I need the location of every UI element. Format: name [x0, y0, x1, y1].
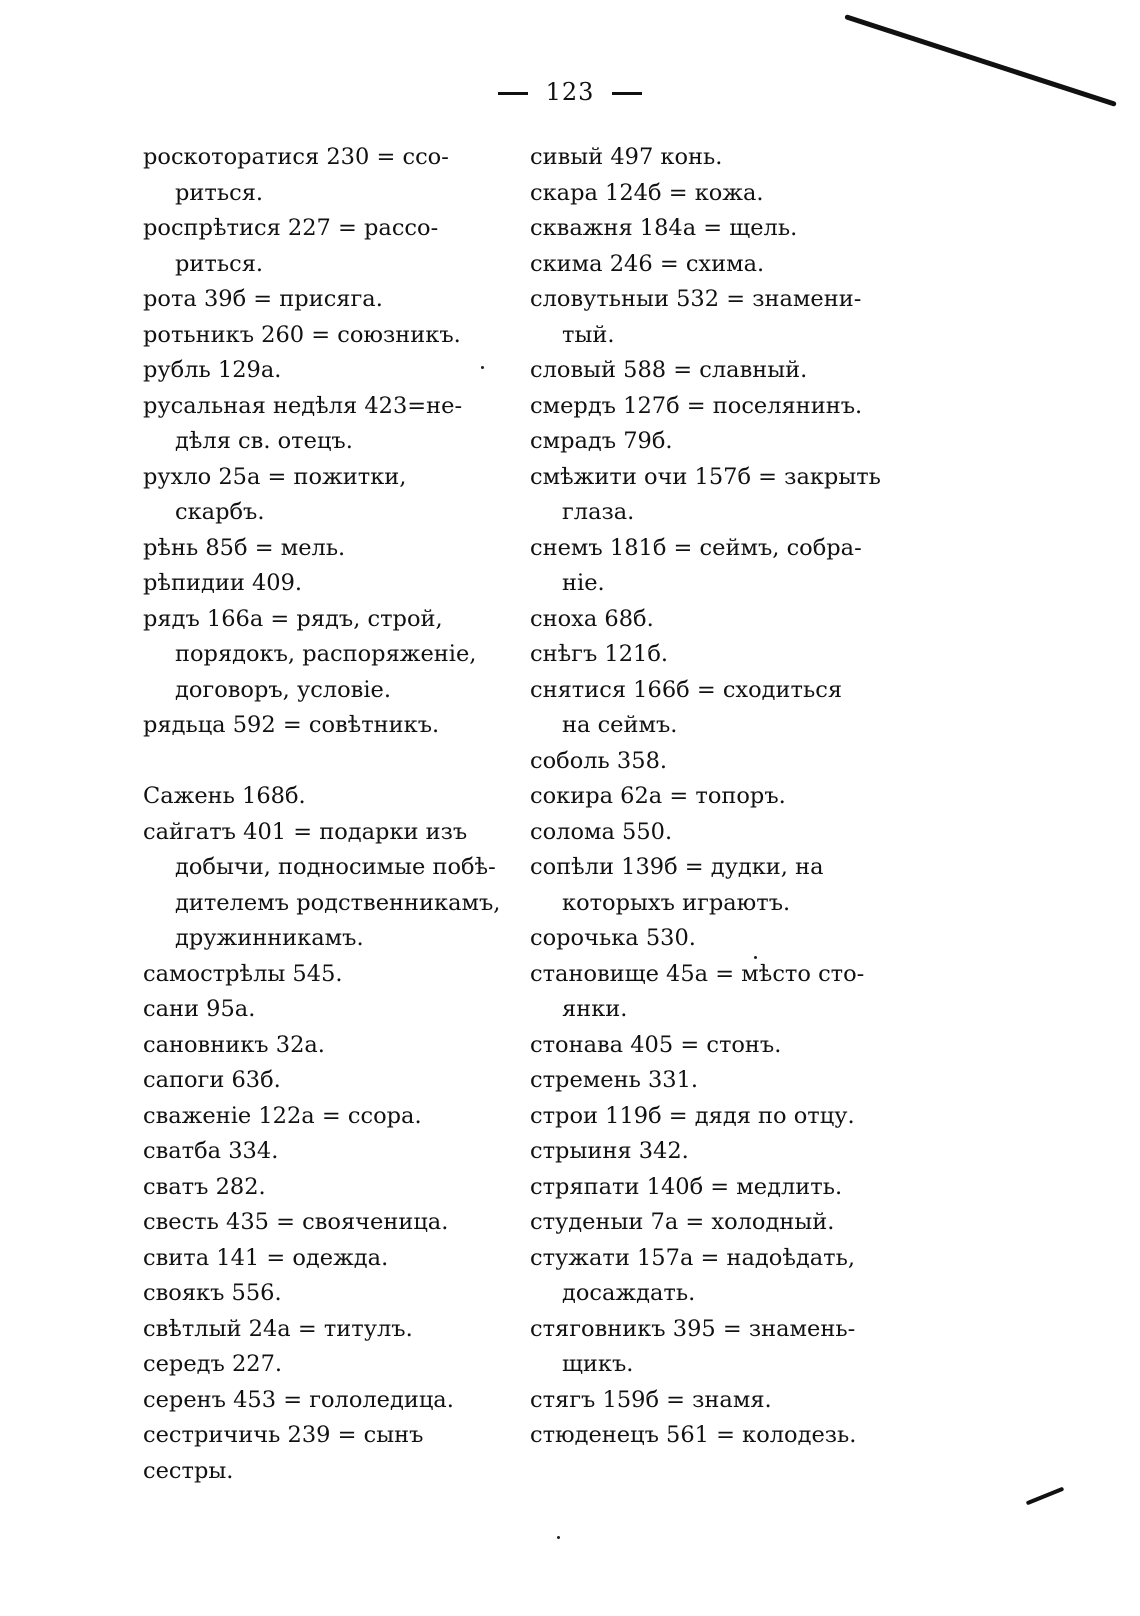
entry-headword-line: смѣжити очи 157б = закрыть	[530, 463, 881, 490]
entry-continuation-line: тый.	[562, 321, 615, 348]
entry-continuation-line: добычи, подносимые побѣ-	[175, 854, 496, 880]
entry-headword-line: скважня 184а = щель.	[530, 215, 798, 241]
scan-speck	[557, 1536, 560, 1539]
entry-headword-line: сайгатъ 401 = подарки изъ	[143, 818, 468, 845]
glossary-entry	[143, 1418, 503, 1489]
glossary-entry	[530, 424, 902, 460]
entry-headword-line: сваженіе 122а = ссора.	[143, 1102, 422, 1129]
entry-headword-line: стюденецъ 561 = колодезь.	[530, 1422, 857, 1448]
entry-headword-line: самострѣлы 545.	[143, 960, 343, 987]
glossary-entry	[530, 460, 902, 531]
entry-continuation-line: на сеймъ.	[562, 712, 678, 738]
left-column	[143, 140, 503, 1489]
glossary-entry	[530, 1028, 902, 1064]
glossary-entry	[143, 1099, 503, 1135]
entry-headword-line: стяговникъ 395 = знамень-	[530, 1315, 856, 1342]
entry-headword-line: становище 45а = мѣсто сто-	[530, 960, 865, 987]
glossary-entry	[143, 1170, 503, 1206]
header-dash-left	[498, 92, 528, 95]
glossary-entry	[143, 353, 503, 389]
glossary-entry	[530, 140, 902, 176]
entry-headword-line: соболь 358.	[530, 747, 668, 774]
entry-headword-line: середъ 227.	[143, 1351, 283, 1377]
entry-continuation-line: которыхъ играютъ.	[562, 889, 791, 916]
entry-headword-line: роскоторатися 230 = ссо-	[143, 144, 449, 170]
glossary-entry	[530, 744, 902, 780]
entry-continuation-line: глаза.	[562, 499, 635, 525]
entry-headword-line: словутьныи 532 = знамени-	[530, 286, 862, 312]
glossary-entry	[143, 1028, 503, 1064]
glossary-entry	[143, 1063, 503, 1099]
glossary-entry	[530, 673, 902, 744]
glossary-entry	[143, 531, 503, 567]
entry-continuation-line: дружинникамъ.	[175, 925, 364, 951]
entry-continuation-line: риться.	[175, 179, 264, 206]
entry-continuation-line: досаждать.	[562, 1280, 696, 1306]
entry-headword-line: рядьца 592 = совѣтникъ.	[143, 712, 440, 738]
glossary-entry	[530, 637, 902, 673]
entry-headword-line: рубль 129а.	[143, 357, 282, 383]
entry-headword-line: стужати 157а = надоѣдать,	[530, 1244, 856, 1271]
entry-headword-line: сестричичь 239 = сынъ сестры.	[143, 1422, 424, 1484]
entry-headword-line: стрыиня 342.	[530, 1138, 689, 1164]
entry-headword-line: сани 95а.	[143, 996, 256, 1022]
entry-headword-line: сопѣли 139б = дудки, на	[530, 854, 824, 880]
entry-headword-line: рота 39б = присяга.	[143, 286, 383, 312]
glossary-entry	[530, 531, 902, 602]
entry-headword-line: рухло 25а = пожитки,	[143, 463, 407, 490]
entry-headword-line: студеныи 7а = холодный.	[530, 1209, 835, 1235]
glossary-entry	[530, 957, 902, 1028]
entry-continuation-line: риться.	[175, 250, 264, 277]
glossary-entry	[530, 176, 902, 212]
entry-continuation-line: янки.	[562, 996, 628, 1022]
entry-headword-line: сватъ 282.	[143, 1173, 266, 1200]
glossary-entry	[530, 353, 902, 389]
glossary-entry	[530, 1170, 902, 1206]
glossary-entry	[530, 1418, 902, 1454]
glossary-entry	[143, 318, 503, 354]
glossary-entry	[530, 211, 902, 247]
entry-continuation-line: порядокъ, распоряженіе,	[175, 641, 477, 667]
glossary-entry	[530, 282, 902, 353]
glossary-entry	[143, 708, 503, 744]
glossary-entry	[530, 1099, 902, 1135]
entry-headword-line: строи 119б = дядя по отцу.	[530, 1102, 855, 1129]
entry-headword-line: серенъ 453 = гололедица.	[143, 1386, 454, 1413]
entry-headword-line: словый 588 = славный.	[530, 357, 808, 383]
glossary-entry	[143, 211, 503, 282]
entry-continuation-line: дѣля св. отецъ.	[175, 428, 353, 454]
glossary-entry	[143, 602, 503, 709]
glossary-entry	[530, 1205, 902, 1241]
glossary-entry	[530, 247, 902, 283]
entry-headword-line: сапоги 63б.	[143, 1067, 281, 1093]
entry-headword-line: сивый 497 конь.	[530, 144, 723, 170]
glossary-entry	[143, 1312, 503, 1348]
glossary-entry	[143, 282, 503, 318]
header-dash-right	[612, 92, 642, 95]
glossary-entry	[530, 389, 902, 425]
entry-headword-line: свѣтлый 24а = титулъ.	[143, 1315, 413, 1342]
entry-headword-line: смрадъ 79б.	[530, 428, 673, 454]
glossary-entry	[530, 602, 902, 638]
entry-headword-line: стягъ 159б = знамя.	[530, 1386, 772, 1413]
glossary-entry	[530, 815, 902, 851]
entry-headword-line: снемъ 181б = сеймъ, собра-	[530, 534, 862, 561]
entry-headword-line: сорочька 530.	[530, 925, 696, 951]
glossary-entry	[530, 1312, 902, 1383]
entry-headword-line: скара 124б = кожа.	[530, 179, 764, 206]
glossary-entry	[530, 921, 902, 957]
glossary-entry	[143, 1134, 503, 1170]
entry-headword-line: рядъ 166а = рядъ, строй,	[143, 605, 443, 632]
entry-headword-line: сановникъ 32а.	[143, 1031, 325, 1058]
page-header	[0, 78, 1140, 106]
glossary-entry	[143, 1205, 503, 1241]
glossary-entry	[530, 850, 902, 921]
page-number: 123	[545, 78, 595, 106]
entry-headword-line: русальная недѣля 423=не-	[143, 392, 463, 419]
entry-headword-line: рѣнь 85б = мель.	[143, 534, 346, 561]
entry-headword-line: снятися 166б = сходиться	[530, 676, 843, 703]
entry-headword-line: снѣгъ 121б.	[530, 641, 669, 667]
glossary-entry	[143, 1347, 503, 1383]
glossary-entry	[530, 1383, 902, 1419]
entry-continuation-line: ніе.	[562, 570, 605, 596]
entry-continuation-line: щикъ.	[562, 1351, 634, 1377]
glossary-entry	[530, 1134, 902, 1170]
glossary-entry	[143, 460, 503, 531]
glossary-entry	[143, 779, 503, 815]
glossary-entry	[143, 389, 503, 460]
entry-headword-line: Сажень 168б.	[143, 783, 306, 809]
entry-headword-line: солома 550.	[530, 818, 673, 845]
entry-headword-line: скима 246 = схима.	[530, 250, 765, 277]
right-column	[530, 140, 902, 1454]
glossary-entry	[143, 815, 503, 957]
glossary-entry	[143, 140, 503, 211]
entry-headword-line: роспрѣтися 227 = рассо-	[143, 215, 439, 241]
entry-headword-line: свесть 435 = свояченица.	[143, 1209, 449, 1235]
glossary-entry	[143, 1383, 503, 1419]
glossary-entry	[143, 957, 503, 993]
entry-continuation-line: скарбъ.	[175, 499, 265, 525]
entry-headword-line: сокира 62а = топоръ.	[530, 783, 786, 809]
entry-headword-line: стонава 405 = стонъ.	[530, 1031, 782, 1058]
entry-headword-line: свита 141 = одежда.	[143, 1244, 389, 1271]
entry-headword-line: смердъ 127б = поселянинъ.	[530, 392, 863, 419]
entry-headword-line: рѣпидии 409.	[143, 570, 303, 596]
glossary-entry	[143, 992, 503, 1028]
entry-headword-line: стряпати 140б = медлить.	[530, 1173, 843, 1200]
entry-headword-line: ротьникъ 260 = союзникъ.	[143, 321, 461, 348]
entry-headword-line: сватба 334.	[143, 1138, 279, 1164]
entry-headword-line: стремень 331.	[530, 1067, 699, 1093]
scan-ink-mark	[1026, 1487, 1065, 1506]
entry-continuation-line: дителемъ родственникамъ,	[175, 889, 501, 916]
glossary-entry	[143, 1276, 503, 1312]
entry-headword-line: своякъ 556.	[143, 1280, 282, 1306]
entry-continuation-line: договоръ, условіе.	[175, 676, 391, 703]
entry-headword-line: сноха 68б.	[530, 605, 654, 632]
glossary-entry	[530, 1241, 902, 1312]
glossary-entry	[530, 779, 902, 815]
glossary-entry	[143, 1241, 503, 1277]
section-gap	[143, 744, 503, 780]
glossary-entry	[530, 1063, 902, 1099]
glossary-entry	[143, 566, 503, 602]
